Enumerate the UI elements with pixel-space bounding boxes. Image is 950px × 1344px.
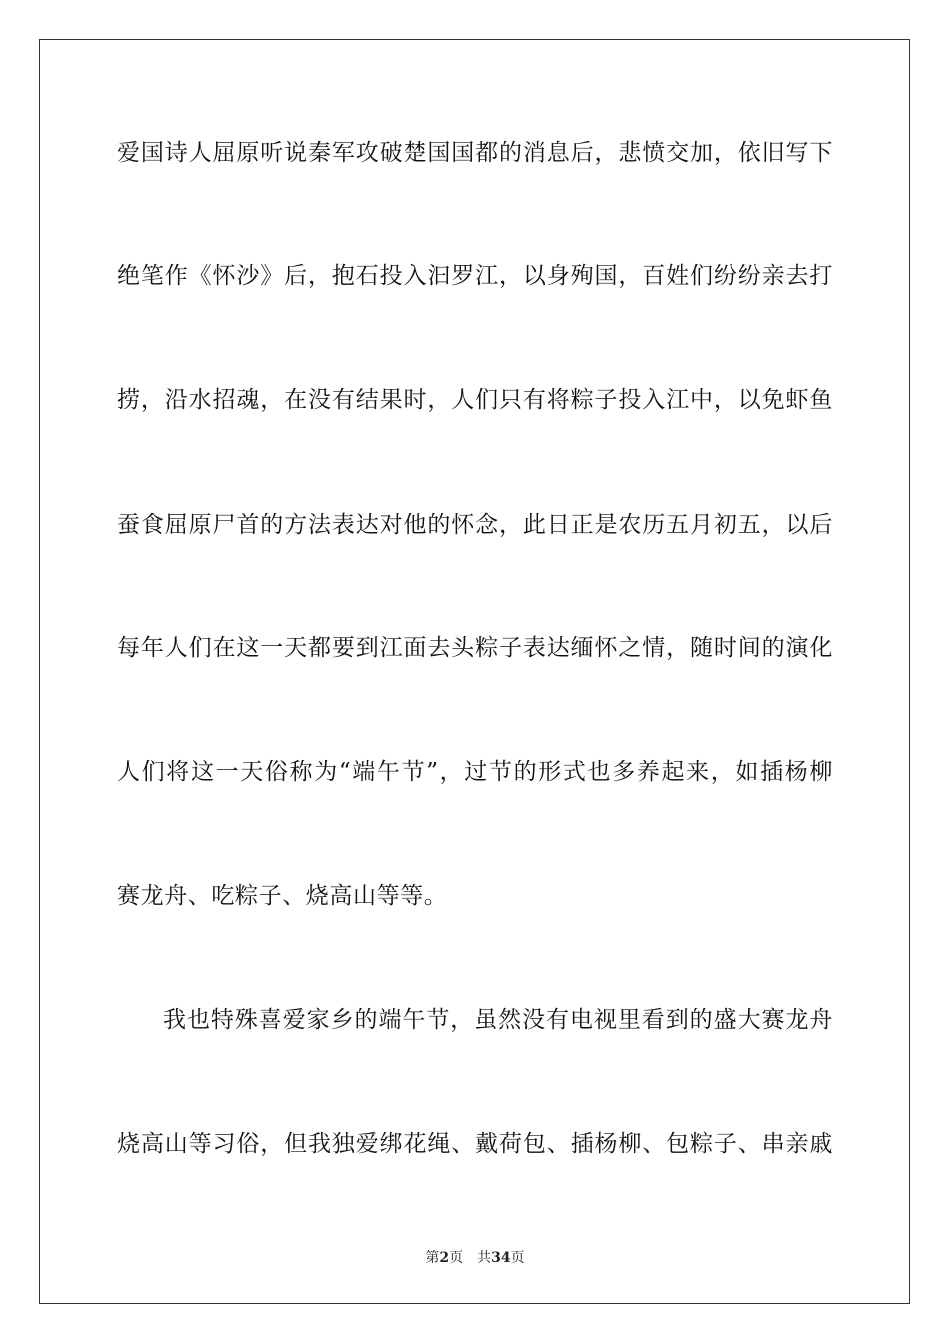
text-line-4: 蚕食屈原尸首的方法表达对他的怀念，此日正是农历五月初五，以后 xyxy=(117,512,833,538)
footer-total-suffix: 页 xyxy=(510,1250,525,1266)
page-border xyxy=(39,39,910,1304)
text-line-5: 每年人们在这一天都要到江面去头粽子表达缅怀之情，随时间的演化 xyxy=(117,635,833,661)
footer-total-prefix: 共 xyxy=(477,1250,492,1266)
text-line-8: 我也特殊喜爱家乡的端午节，虽然没有电视里看到的盛大赛龙舟 xyxy=(163,1007,833,1033)
text-line-6: 人们将这一天俗称为“端午节”，过节的形式也多养起来，如插杨柳 xyxy=(117,759,833,785)
page-footer xyxy=(0,1248,950,1268)
footer-page-number: 2 xyxy=(439,1250,450,1266)
footer-page-suffix: 页 xyxy=(449,1250,464,1266)
text-line-1: 爱国诗人屈原听说秦军攻破楚国国都的消息后，悲愤交加，依旧写下 xyxy=(117,140,833,166)
footer-page-prefix: 第 xyxy=(425,1250,440,1266)
text-line-9: 烧高山等习俗，但我独爱绑花绳、戴荷包、插杨柳、包粽子、串亲戚 xyxy=(117,1131,833,1157)
text-line-7: 赛龙舟、吃粽子、烧高山等等。 xyxy=(117,883,448,909)
footer-total-pages: 34 xyxy=(491,1250,511,1266)
text-line-3: 捞，沿水招魂，在没有结果时，人们只有将粽子投入江中，以免虾鱼 xyxy=(117,387,833,413)
text-line-2: 绝笔作《怀沙》后，抱石投入汩罗江，以身殉国，百姓们纷纷亲去打 xyxy=(117,263,833,289)
